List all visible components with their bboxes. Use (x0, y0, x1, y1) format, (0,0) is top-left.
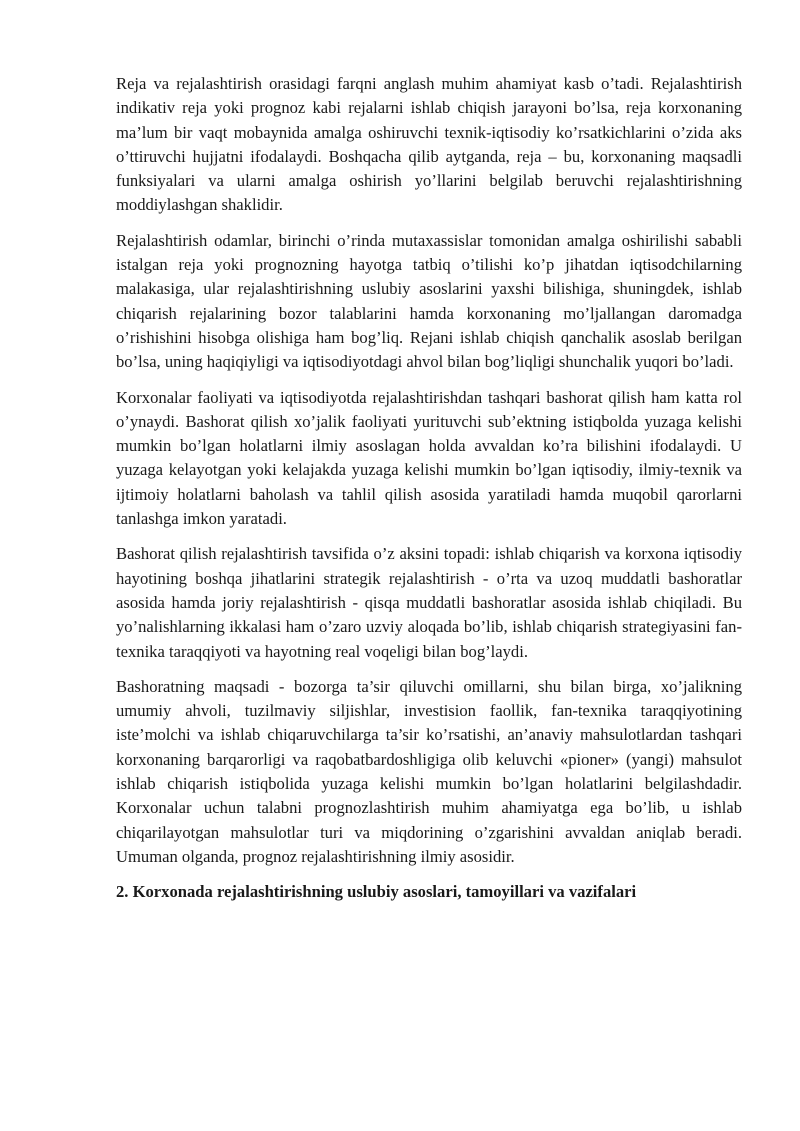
paragraph-forecast-in-planning: Bashorat qilish rejalashtirish tavsifida o’z aksini topadi: ishlab chiqarish va korxona iqtisodiy hayotining boshqa jihatlarini strategik rejalashtirish - o’rta va uzoq muddatli bashoratlar asosida hamda joriy rejalashtirish - qisqa muddatli bashoratlar asosida ishlab chiqiladi. Bu yo’nalishlarning ikkalasi ham o’zaro uzviy aloqada bo’lib, ishlab chiqarish strategiyasini fan-texnika taraqqiyoti va hayotning real voqeligi bilan bog’laydi. (116, 544, 742, 661)
paragraph-planning-specialists: Rejalashtirish odamlar, birinchi o’rinda mutaxassislar tomonidan amalga oshirilishi sababli istalgan reja yoki prognozning hayotga tatbiq o’tilishi ko’p jihatdan iqtisodchilarning malakasiga, ular rejalashtirishning uslubiy asoslarini yaxshi bilishiga, shuningdek, ishlab chiqarish rejalarining bozor talablarini hamda korxonaning mo’ljallangan daromadga o’rishishini hisobga olishiga ham bog’liq. Rejani ishlab chiqish qanchalik asoslab berilgan bo’lsa, uning haqiqiyligi va iqtisodiyotdagi ahvol bilan bog’liqligi shunchalik yuqori bo’ladi. (116, 230, 742, 372)
section-heading: 2. Korxonada rejalashtirishning uslubiy asoslari, tamoyillari va vazifalari (116, 882, 637, 902)
paragraph-forecast-goal: Bashoratning maqsadi - bozorga ta’sir qiluvchi omillarni, shu bilan birga, xo’jalikning umumiy ahvoli, tuzilmaviy siljishlar, investision faollik, fan-texnika taraqqiyotining iste’molchi va ishlab chiqaruvchilarga ta’sir ko’rsatishi, an’anaviy mahsulotlardan tashqari korxonaning barqarorligi va raqobatbardoshligiga olib keluvchi «pioner» (yangi) mahsulot ishlab chiqarish istiqbolida yuzaga kelishi mumkin bo’lgan holatlarini belgilashdadir. Korxonalar uchun talabni prognozlashtirish muhim ahamiyatga ega bo’lib, u ishlab chiqarilayotgan mahsulotlar turi va miqdorining o’zgarishini avvaldan aniqlab beradi. Umuman olganda, prognoz rejalashtirishning ilmiy asosidir. (116, 676, 742, 866)
paragraph-forecasting-role: Korxonalar faoliyati va iqtisodiyotda rejalashtirishdan tashqari bashorat qilish ham katta rol o’ynaydi. Bashorat qilish xo’jalik faoliyati yurituvchi sub’ektning istiqbolda yuzaga kelishi mumkin bo’lgan holatlarni ilmiy asoslagan holda avvaldan ko’ra bilishini ifodalaydi. U yuzaga kelayotgan yoki kelajakda yuzaga kelishi mumkin bo’lgan iqtisodiy, ilmiy-texnik va ijtimoiy holatlarni baholash va tahlil qilish asosida yaratiladi hamda muqobil qarorlarni tanlashga imkon yaratadi. (116, 387, 742, 529)
paragraph-plan-vs-planning: Reja va rejalashtirish orasidagi farqni anglash muhim ahamiyat kasb o’tadi. Rejalashtirish indikativ reja yoki prognoz kabi rejalarni ishlab chiqish jarayoni bo’lsa, reja korxonaning ma’lum bir vaqt mobaynida amalga oshiruvchi texnik-iqtisodiy ko’rsatkichlarini o’zida aks o’ttiruvchi hujjatni ifodalaydi. Boshqacha qilib aytganda, reja – bu, korxonaning maqsadli funksiyalari va ularni amalga oshirish yo’llarini belgilab beruvchi rejalashtirishning moddiylashgan shaklidir. (116, 74, 742, 215)
document-page (116, 72, 742, 905)
